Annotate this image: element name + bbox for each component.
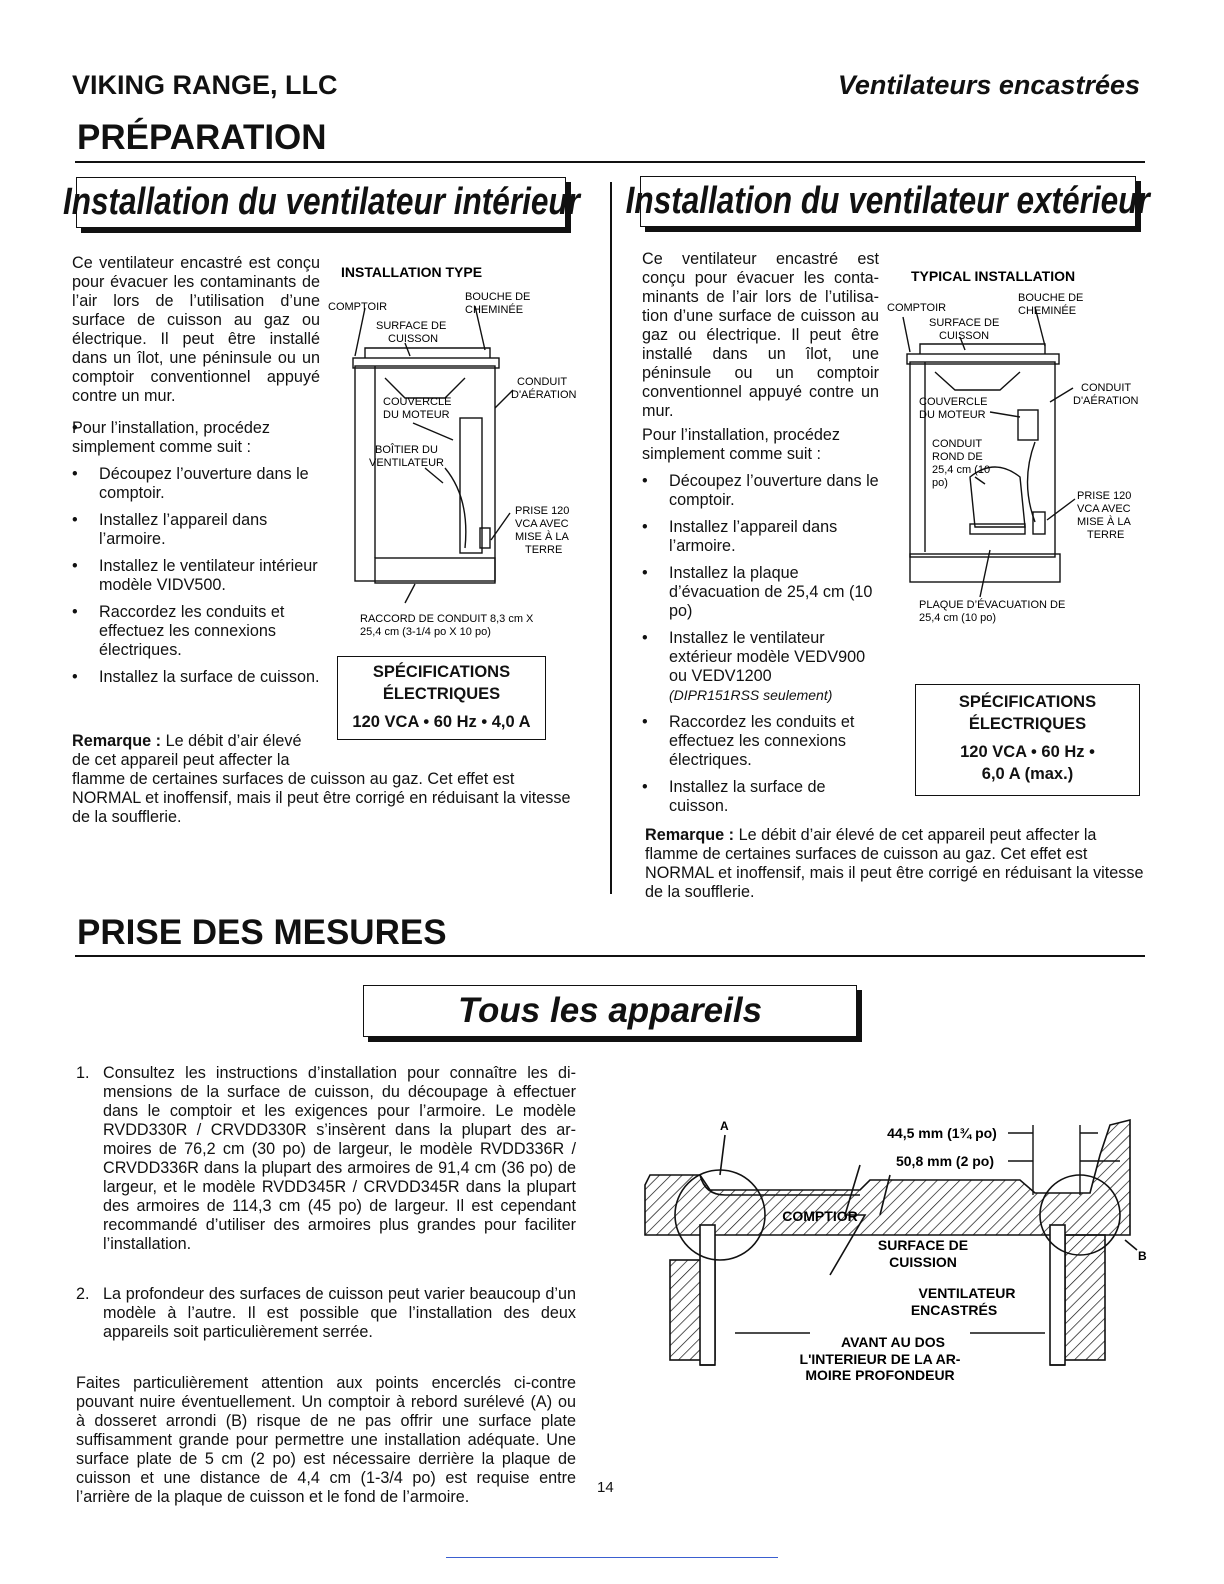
label-prise-3: MISE À LA xyxy=(515,531,569,543)
label-surface-2: CUISSON xyxy=(939,330,990,342)
label-couvercle: COUVERCLE xyxy=(919,396,988,408)
section-rule xyxy=(75,161,1145,163)
specs-value: 120 VCA • 60 Hz • 4,0 A xyxy=(352,713,531,731)
heading-interior-install: Installation du ventilateur intérieur xyxy=(76,177,566,228)
step-text: Consultez les instructions d’installation pour connaître les dimensions de la surface de cuisson, du découpage à effectuer dans le comptoir et les exigences pour l’armoire. Le modèle RVDD330R / CRVDD330R s’insèrent dans la plupart des armoires de 76,2 cm (30 po) de largeur, le modèle RVDD336R / CRVDD336R dans la plupart des armoires de 91,4 cm (36 po) de largeur, et le modèle RVDD345R / CRVDD345R dans la plupart des armoires de 114,3 cm (45 po) de largeur. Il est cependant recommandé d’utiliser des armoires plus grandes pour faciliter l’installation. xyxy=(103,1064,576,1253)
label-prise-4: TERRE xyxy=(525,544,563,556)
measurement-step xyxy=(76,1285,576,1342)
label-plaque: PLAQUE D’ÉVACUATION DE xyxy=(919,599,1066,611)
label-plaque-2: 25,4 cm (10 po) xyxy=(919,612,997,624)
label-conduit: CONDUIT xyxy=(517,376,568,388)
exterior-specs-box xyxy=(915,684,1140,796)
label-avant-3: MOIRE PROFONDEUR xyxy=(805,1367,955,1383)
label-conduit-2: D'AÉRATION xyxy=(1073,395,1139,407)
interior-step: • Installez le ventilateur intérieur modèle VIDV500. xyxy=(72,557,322,595)
interior-steps-intro: • Pour l’installation, procédez simplement comme suit : xyxy=(72,419,322,457)
exterior-step: • Installez l’appareil dans l’armoire. xyxy=(642,518,882,556)
specs-value-2: 6,0 A (max.) xyxy=(981,765,1074,783)
specs-title: SPÉCIFICATIONS xyxy=(372,663,511,681)
interior-specs-box xyxy=(337,656,546,740)
diagram-title: TYPICAL INSTALLATION xyxy=(911,268,1076,284)
step-text: La profondeur des surfaces de cuisson peut varier beaucoup d’un modèle à l’autre. Il est possible que l’installation des deux appareils soit particulièrement serrée. xyxy=(103,1285,576,1341)
label-boitier: BOÎTIER DU xyxy=(375,444,438,456)
interior-note-cont: flamme de certaines surfaces de cuisson au gaz. Cet effet est NORMAL et inoffensif, mais il peut être corrigé en réduisant la vitesse de la soufflerie. xyxy=(72,770,571,826)
label-prise-4: TERRE xyxy=(1087,529,1125,541)
label-rond-3: 25,4 cm (10 xyxy=(932,464,991,476)
document-title: Ventilateurs encastrées xyxy=(837,70,1140,100)
exterior-step-note: (DIPR151RSS seulement) xyxy=(669,687,833,703)
label-ventilateur-2: ENCASTRÉS xyxy=(910,1302,998,1318)
exterior-step xyxy=(642,629,882,705)
label-surface: SURFACE DE xyxy=(376,320,447,332)
label-couvercle-2: DU MOTEUR xyxy=(383,409,450,421)
label-couvercle: COUVERCLE xyxy=(383,396,452,408)
label-rond-4: po) xyxy=(932,477,948,489)
label-boitier-2: VENTILATEUR xyxy=(369,457,444,469)
step-number: 1. xyxy=(76,1064,90,1082)
label-raccord-2: 25,4 cm (3-1/4 po X 10 po) xyxy=(360,626,491,638)
interior-step: • Raccordez les conduits et effectuez les connexions électriques. xyxy=(72,603,322,660)
label-surface: SURFACE DE xyxy=(877,1237,969,1253)
note-text: Le débit d’air élevé de cet appareil peut affecter la xyxy=(72,732,302,769)
measurement-step xyxy=(76,1064,576,1254)
label-surface: SURFACE DE xyxy=(929,317,1000,329)
countertop-diagram xyxy=(640,1115,1150,1395)
label-bouche-2: CHEMINÉE xyxy=(1018,305,1077,317)
section-title-measurements: PRISE DES MESURES xyxy=(77,913,447,952)
label-couvercle-2: DU MOTEUR xyxy=(919,409,986,421)
exterior-step: • Installez la surface de cuisson. xyxy=(642,778,882,816)
page-number: 14 xyxy=(597,1479,614,1496)
label-comptoir: COMPTOIR xyxy=(328,301,388,313)
label-conduit-2: D'AÉRATION xyxy=(511,389,577,401)
column-divider xyxy=(610,182,612,894)
label-prise: PRISE 120 xyxy=(515,505,570,517)
label-comptoir: COMPTOIR xyxy=(887,302,947,314)
note-label: Remarque : xyxy=(645,826,735,844)
interior-step: • Installez l’appareil dans l’armoire. xyxy=(72,511,322,549)
heading-exterior-install: Installation du ventilateur extérieur xyxy=(640,176,1136,227)
heading-all-appliances: Tous les appareils xyxy=(363,985,857,1037)
exterior-intro: Ce ventilateur encastré est conçu pour évacuer les contaminants de l’air lors de l’utilisation d’une surface de cuisson au gaz ou électrique. Il peut être installé dans un îlot, une péninsule ou un comptoir conventionnel appuyé contre un mur. xyxy=(642,250,879,420)
label-bouche: BOUCHE DE xyxy=(1018,292,1084,304)
exterior-steps xyxy=(642,426,882,824)
footer-link-underline xyxy=(446,1557,778,1558)
label-prise-2: VCA AVEC xyxy=(1077,503,1131,515)
label-surface-2: CUISSION xyxy=(889,1254,957,1270)
diagram-title: INSTALLATION TYPE xyxy=(341,264,483,280)
label-rond: CONDUIT xyxy=(932,438,983,450)
note-text: Le débit d’air élevé de cet appareil peut affecter la flamme de certaines surfaces de cuisson au gaz. Cet effet est NORMAL et inoffensif, mais il peut être corrigé en réduisant la vitesse de la soufflerie. xyxy=(645,826,1144,901)
label-conduit: CONDUIT xyxy=(1081,382,1132,394)
label-avant-2: L'INTERIEUR DE LA AR- xyxy=(799,1351,961,1367)
section-title-preparation: PRÉPARATION xyxy=(77,118,327,157)
exterior-step-text: Installez le ventilateur extérieur modèle VEDV900 ou VEDV1200 xyxy=(669,629,866,685)
note-label: Remarque : xyxy=(72,732,162,750)
exterior-step: • Installez la plaque d’évacuation de 25,4 cm (10 po) xyxy=(642,564,882,621)
label-b: B xyxy=(1138,1249,1147,1263)
interior-install-diagram xyxy=(325,258,595,648)
interior-note xyxy=(72,732,322,770)
exterior-note xyxy=(645,826,1144,902)
brand-name: VIKING RANGE, LLC xyxy=(72,70,338,100)
measurement-steps xyxy=(76,1064,576,1342)
specs-value: 120 VCA • 60 Hz • xyxy=(960,743,1095,761)
exterior-step: • Découpez l’ouverture dans le comptoir. xyxy=(642,472,882,510)
specs-title-2: ÉLECTRIQUES xyxy=(382,685,501,703)
exterior-step: • Raccordez les conduits et effectuez les connexions électriques. xyxy=(642,713,882,770)
label-avant: AVANT AU DOS xyxy=(841,1334,945,1350)
dim-50mm: 50,8 mm (2 po) xyxy=(895,1153,995,1169)
step-number: 2. xyxy=(76,1285,90,1303)
interior-step: • Découpez l’ouverture dans le comptoir. xyxy=(72,465,322,503)
specs-title-2: ÉLECTRIQUES xyxy=(968,715,1087,733)
specs-title: SPÉCIFICATIONS xyxy=(958,693,1097,711)
label-comptior: COMPTIOR xyxy=(782,1208,858,1224)
exterior-steps-intro: Pour l’installation, procédez simplement comme suit : xyxy=(642,426,840,463)
section-rule xyxy=(75,955,1145,957)
interior-step: • Installez la surface de cuisson. xyxy=(72,668,322,687)
attention-paragraph: Faites particulièrement attention aux points encerclés ci-contre pouvant nuire éventuellement. Un comptoir à rebord surélevé (A) ou à dosseret arrondi (B) risque de ne pas offrir une surface plate suffisamment grande pour permettre une installation adéquate. Une surface plate de 5 cm (2 po) est nécessaire derrière la plaque de cuisson et une distance de 4,4 cm (1-3/4 po) est requise entre l’arrière de la plaque de cuisson et le fond de l’armoire. xyxy=(76,1374,576,1506)
label-surface-2: CUISSON xyxy=(388,333,439,345)
label-prise: PRISE 120 xyxy=(1077,490,1132,502)
interior-steps xyxy=(72,419,322,695)
exterior-install-diagram xyxy=(885,262,1147,632)
label-ventilateur: VENTILATEUR xyxy=(918,1285,1016,1301)
dim-44mm: 44,5 mm (1¾ po) xyxy=(887,1125,997,1141)
label-bouche-2: CHEMINÉE xyxy=(465,304,524,316)
label-prise-3: MISE À LA xyxy=(1077,516,1131,528)
label-a: A xyxy=(720,1119,729,1133)
label-prise-2: VCA AVEC xyxy=(515,518,569,530)
label-raccord: RACCORD DE CONDUIT 8,3 cm X xyxy=(360,613,534,625)
interior-intro: Ce ventilateur encastré est conçu pour évacuer les contaminants de l’air lors de l’utilisation d’une surface de cuisson au gaz ou électrique. Il peut être installé dans un îlot, une péninsule ou un comptoir conventionnel appuyé contre un mur. xyxy=(72,254,320,405)
label-bouche: BOUCHE DE xyxy=(465,291,531,303)
label-rond-2: ROND DE xyxy=(932,451,983,463)
